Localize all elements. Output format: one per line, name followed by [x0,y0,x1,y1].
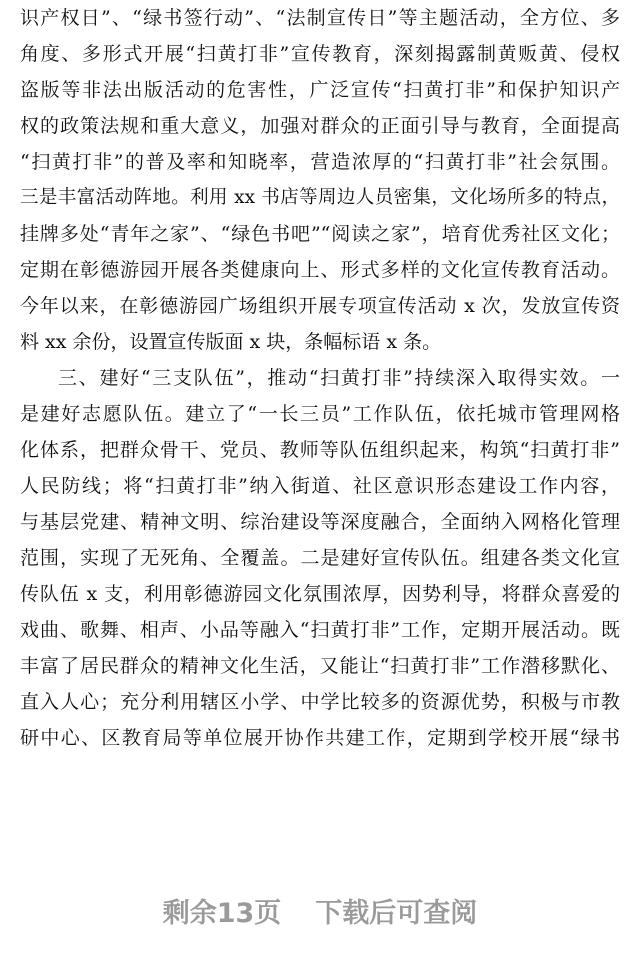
text-line: 直入人心；充分利用辖区小学、中学比较多的资源优势，积极与市教 [20,691,620,713]
text-line: 化体系，把群众骨干、党员、教师等队伍组织起来，构筑“扫黄打非” [20,439,620,461]
text-line: 定期在彰德游园开展各类健康向上、形式多样的文化宣传教育活动。 [20,259,620,281]
text-line: 今年以来，在彰德游园广场组织开展专项宣传活动 x 次，发放宣传资 [20,295,620,317]
text-line: 戏曲、歌舞、相声、小品等融入“扫黄打非”工作，定期开展活动。既 [20,619,620,641]
text-line: 研中心、区教育局等单位展开协作共建工作，定期到学校开展“绿书 [20,727,620,749]
text-line: 权的政策法规和重大意义，加强对群众的正面引导与教育，全面提高 [20,115,620,137]
text-line: 挂牌多处“青年之家”、“绿色书吧”“阅读之家”，培育优秀社区文化； [20,223,620,245]
text-line: “扫黄打非”的普及率和知晓率，营造浓厚的“扫黄打非”社会氛围。 [20,151,620,173]
text-line: 人民防线；将“扫黄打非”纳入街道、社区意识形态建设工作内容， [20,475,620,497]
text-line: 是建好志愿队伍。建立了“一长三员”工作队伍，依托城市管理网格 [20,403,620,425]
text-line: 丰富了居民群众的精神文化生活，又能让“扫黄打非”工作潜移默化、 [20,655,620,677]
text-line: 三是丰富活动阵地。利用 xx 书店等周边人员密集，文化场所多的特点， [20,187,620,208]
download-hint-label: 下载后可查阅 [315,897,478,929]
text-line: 与基层党建、精神文明、综治建设等深度融合，全面纳入网格化管理 [20,511,620,533]
text-line: 盗版等非法出版活动的危害性，广泛宣传“扫黄打非”和保护知识产 [20,79,620,101]
text-line: 传队伍 x 支，利用彰德游园文化氛围浓厚，因势利导，将群众喜爱的 [20,583,620,605]
text-line: 料 xx 余份，设置宣传版面 x 块，条幅标语 x 条。 [20,331,442,353]
text-line: 角度、多形式开展“扫黄打非”宣传教育，深刻揭露制黄贩黄、侵权 [20,43,620,65]
paragraph-first-line: 三、建好“三支队伍”，推动“扫黄打非”持续深入取得实效。一 [58,367,620,389]
text-line: 范围，实现了无死角、全覆盖。二是建好宣传队伍。组建各类文化宣 [20,547,620,569]
text-line: 识产权日”、“绿书签行动”、“法制宣传日”等主题活动，全方位、多 [20,7,620,29]
remaining-pages-label: 剩余13页 [162,897,282,929]
download-prompt[interactable] [0,885,640,935]
